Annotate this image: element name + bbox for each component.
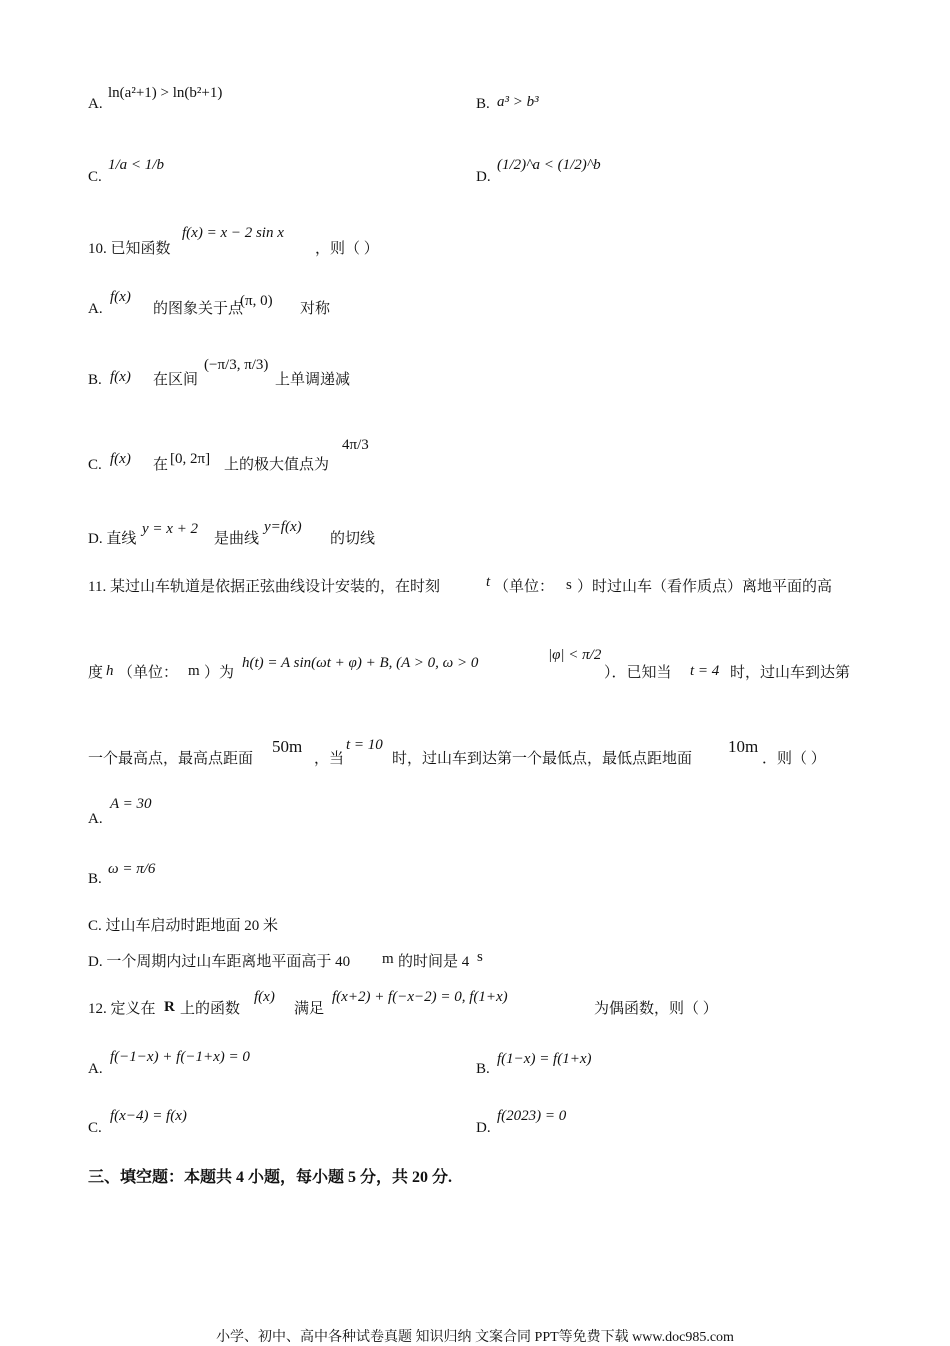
q10-option-b-label: B.: [88, 372, 102, 388]
q11-line1-end: ）时过山车（看作质点）离地平面的高: [577, 579, 833, 595]
q10-option-c-interval: [0, 2π]: [170, 451, 211, 467]
q11-h: h: [106, 663, 114, 679]
q12-cond: f(x+2) + f(−x−2) = 0, f(1+x): [332, 989, 508, 1005]
q10-option-d-text2: 的切线: [330, 531, 376, 547]
q12-stem-mid: 上的函数: [180, 1001, 241, 1017]
q12-stem-mid2: 满足: [294, 1001, 325, 1017]
q9-option-c-label: C.: [88, 169, 102, 185]
q11-option-d-unit: m: [382, 951, 394, 967]
q10-option-c-text2: 上的极大值点为: [224, 457, 330, 473]
q11-line2-mid: ）为: [204, 665, 235, 681]
q11-option-d-mid: 的时间是 4: [398, 954, 470, 970]
q12-option-c-expr: f(x−4) = f(x): [110, 1108, 187, 1124]
q9-option-d-expr: (1/2)^a < (1/2)^b: [497, 157, 601, 173]
q10-option-b-text2: 上单调递减: [275, 372, 351, 388]
q9-option-d-label: D.: [476, 169, 491, 185]
section-three-heading: 三、填空题：本题共 4 小题，每小题 5 分，共 20 分.: [88, 1169, 453, 1186]
q11-phi-cond: |φ| < π/2: [548, 647, 602, 663]
q11-formula: h(t) = A sin(ωt + φ) + B, (A > 0, ω > 0: [242, 655, 479, 671]
q11-line3-end: ．则（ ）: [762, 751, 826, 767]
q10-option-a-label: A.: [88, 301, 103, 317]
q12-stem-end: 为偶函数，则（ ）: [594, 1001, 718, 1017]
q9-option-a-expr: ln(a²+1) > ln(b²+1): [108, 85, 223, 101]
q11-option-c: C. 过山车启动时距地面 20 米: [88, 918, 279, 934]
q12-fx: f(x): [254, 989, 275, 1005]
q10-option-b-interval: (−π/3, π/3): [204, 357, 269, 373]
q12-option-d-expr: f(2023) = 0: [497, 1108, 567, 1124]
q11-v10: 10m: [728, 737, 759, 756]
q11-line3-mid2: 时，过山车到达第一个最低点，最低点距地面: [392, 751, 693, 767]
q10-option-d-label: D. 直线: [88, 531, 137, 547]
page-footer: 小学、初中、高中各种试卷真题 知识归纳 文案合同 PPT等免费下载 www.doc985.com: [216, 1330, 734, 1345]
q10-option-c-text1: 在: [153, 457, 169, 473]
q11-t: t: [486, 574, 491, 590]
q11-v50: 50m: [272, 737, 303, 756]
q12-r: R: [164, 999, 175, 1015]
q10-option-c-fx: f(x): [110, 451, 131, 467]
q11-line2-end: ）．已知当: [604, 665, 672, 681]
q9-option-b-label: B.: [476, 96, 490, 112]
q11-option-d-label: D. 一个周期内过山车距离地平面高于 40: [88, 954, 351, 970]
q11-line3-prefix: 一个最高点，最高点距面: [88, 751, 254, 767]
q10-option-d-line: y = x + 2: [142, 521, 199, 537]
q11-unit-s: s: [566, 577, 572, 593]
q10-stem-prefix: 10. 已知函数: [88, 241, 171, 257]
q12-option-b-expr: f(1−x) = f(1+x): [497, 1051, 592, 1067]
q11-line2-prefix: 度: [88, 665, 104, 681]
q10-option-a-point: (π, 0): [240, 293, 273, 309]
q11-unit-m-prefix: （单位：: [118, 665, 179, 681]
q11-option-b-expr: ω = π/6: [108, 861, 156, 877]
q10-option-c-label: C.: [88, 457, 102, 473]
q11-option-d-unit2: s: [477, 949, 483, 965]
q10-option-a-text2: 对称: [300, 301, 331, 317]
q10-option-d-curve: y=f(x): [264, 519, 302, 535]
q12-option-d-label: D.: [476, 1120, 491, 1136]
q11-unit-s-prefix: （单位：: [494, 579, 555, 595]
q10-stem-suffix: ，则（ ）: [315, 241, 379, 257]
q11-option-b-label: B.: [88, 871, 102, 887]
q12-option-b-label: B.: [476, 1061, 490, 1077]
q12-option-a-label: A.: [88, 1061, 103, 1077]
q11-option-a-expr: A = 30: [110, 796, 152, 812]
q10-option-b-text1: 在区间: [153, 372, 199, 388]
q10-stem-func: f(x) = x − 2 sin x: [182, 225, 284, 241]
q11-t-eq-10: t = 10: [346, 737, 383, 753]
q12-option-a-expr: f(−1−x) + f(−1+x) = 0: [110, 1049, 250, 1065]
q10-option-a-fx: f(x): [110, 289, 131, 305]
q11-line3-mid1: ，当: [314, 751, 345, 767]
q11-unit-m: m: [188, 663, 200, 679]
q11-t-eq-4: t = 4: [690, 663, 720, 679]
q12-option-c-label: C.: [88, 1120, 102, 1136]
q9-option-c-expr: 1/a < 1/b: [108, 157, 164, 173]
q9-option-a-label: A.: [88, 96, 103, 112]
q10-option-b-fx: f(x): [110, 369, 131, 385]
q10-option-c-value: 4π/3: [342, 437, 369, 453]
q11-line1: 11. 某过山车轨道是依据正弦曲线设计安装的，在时刻: [88, 579, 440, 595]
q10-option-d-text1: 是曲线: [214, 531, 260, 547]
q11-line2-tail: 时，过山车到达第: [730, 665, 851, 681]
q12-stem-prefix: 12. 定义在: [88, 1001, 156, 1017]
q11-option-a-label: A.: [88, 811, 103, 827]
q9-option-b-expr: a³ > b³: [497, 94, 539, 110]
q10-option-a-text1: 的图象关于点: [153, 301, 244, 317]
